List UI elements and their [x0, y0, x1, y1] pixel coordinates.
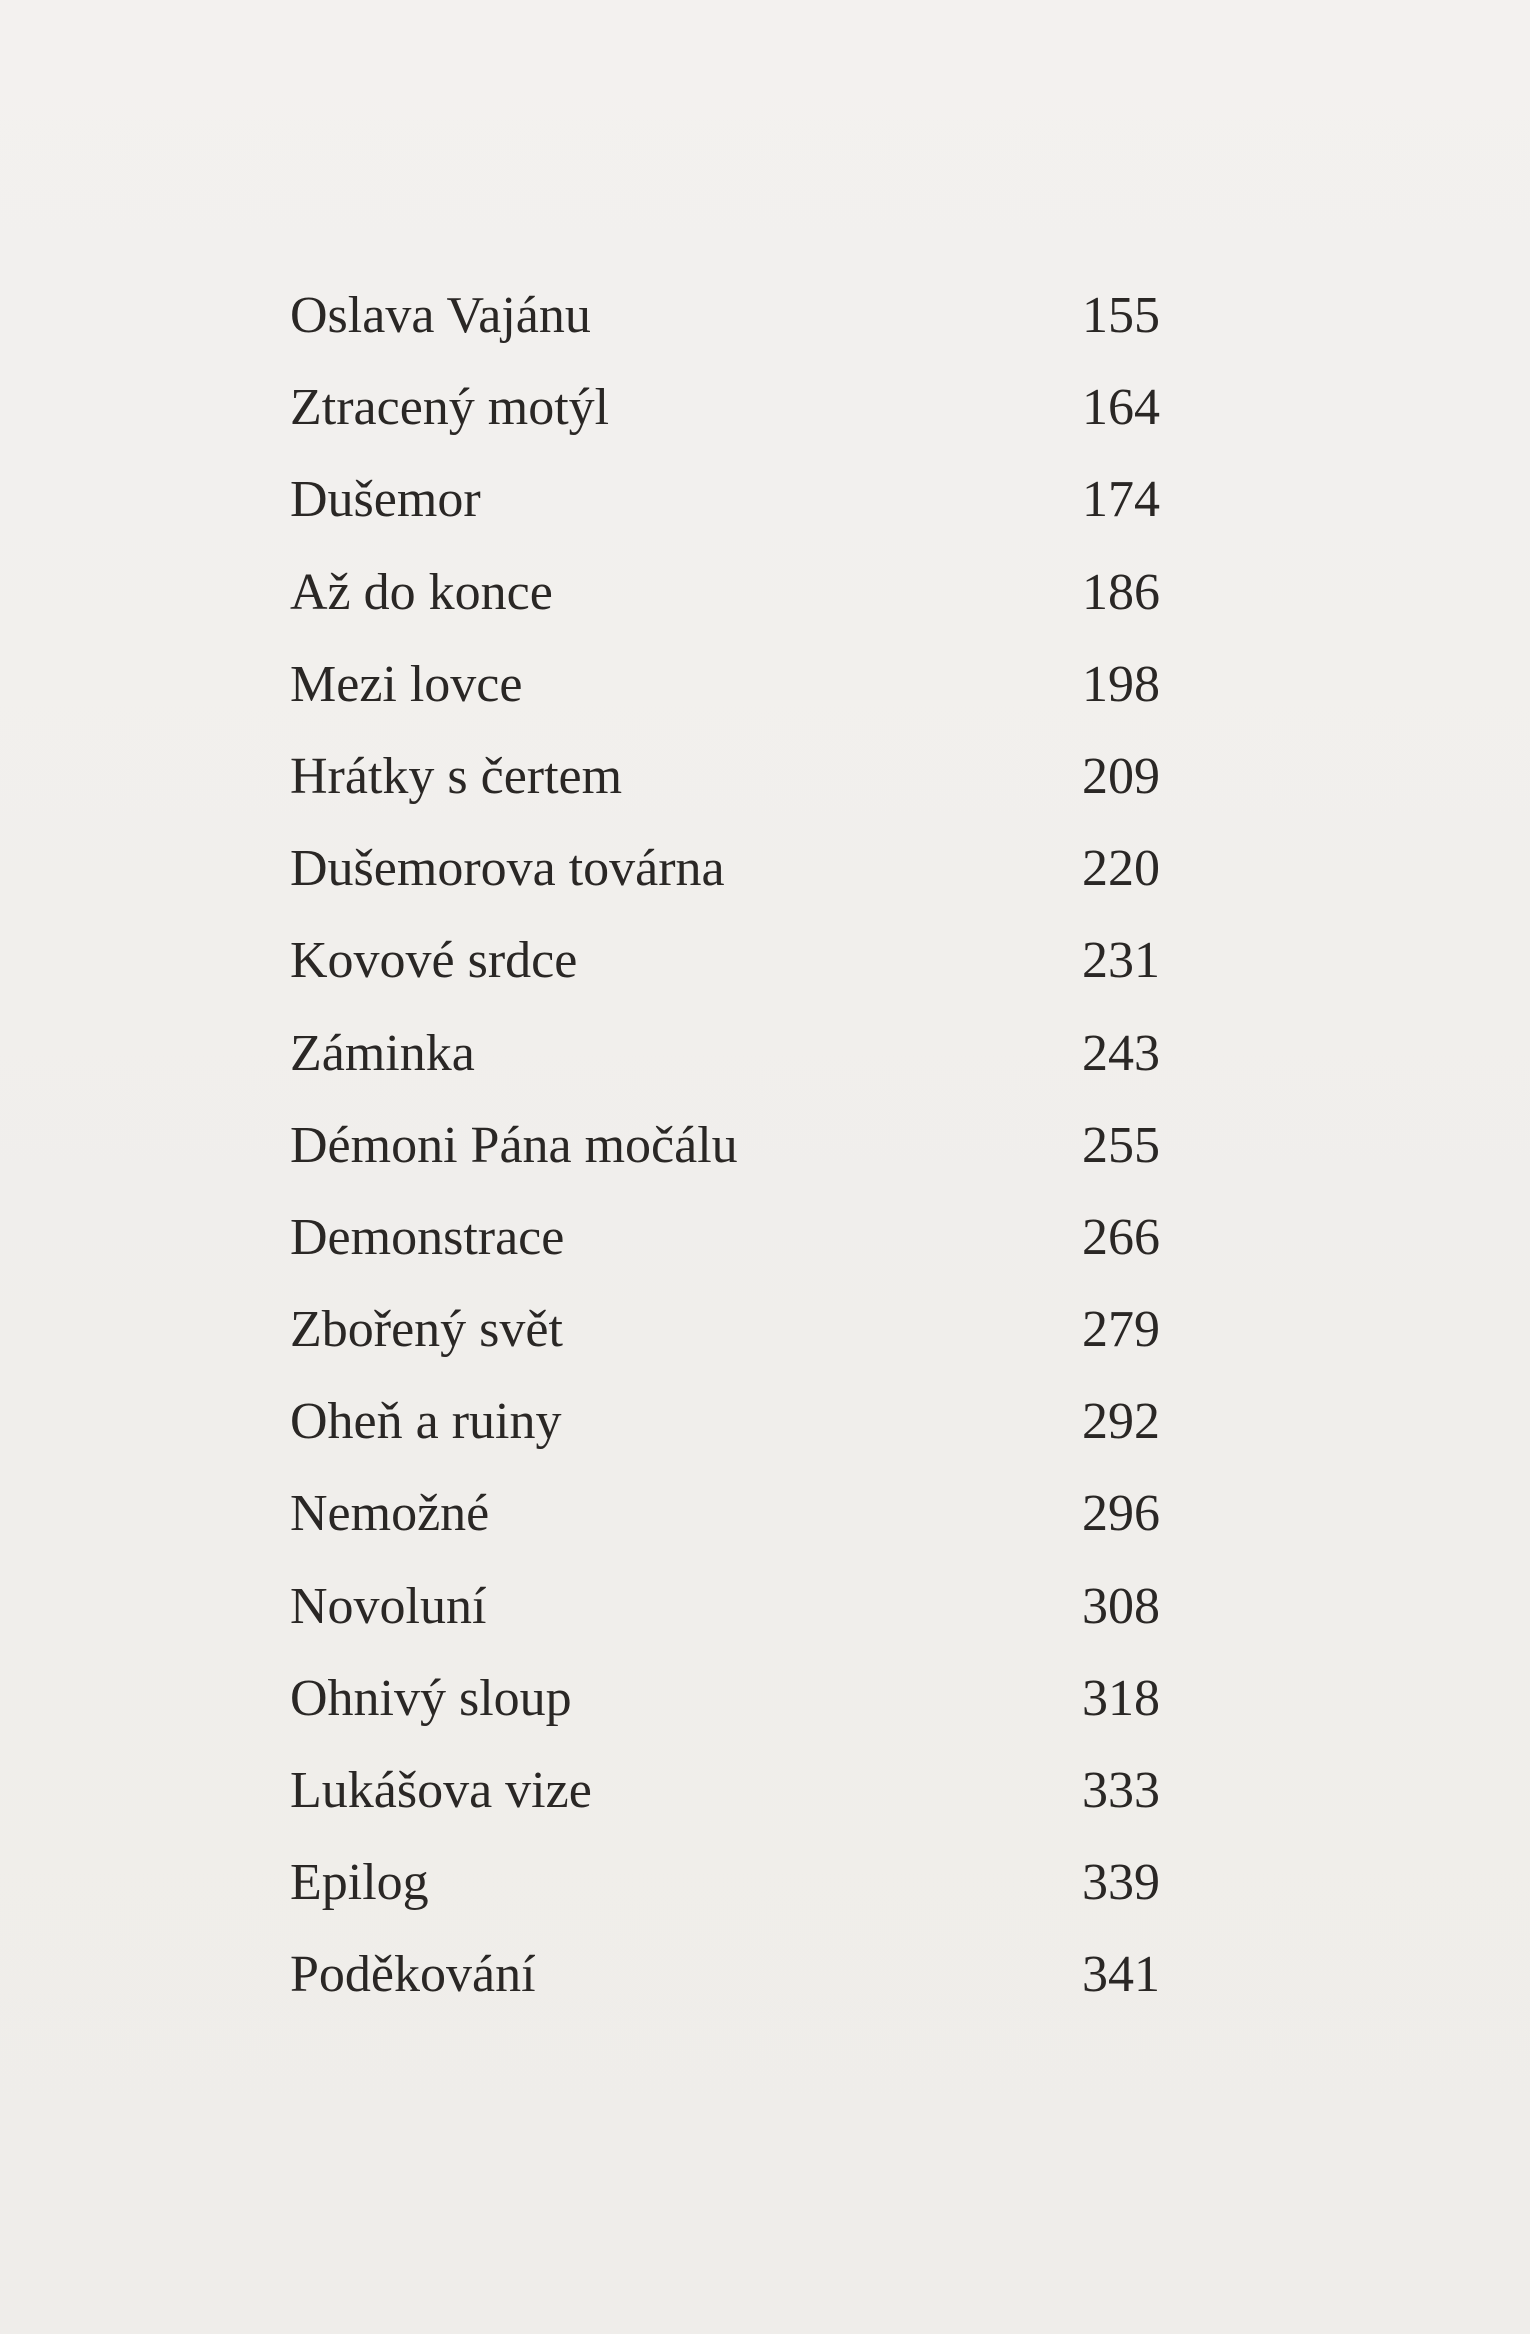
- toc-entry-page: 339: [1082, 1854, 1160, 1912]
- toc-entry: [290, 1561, 1160, 1653]
- toc-entry-page: 174: [1082, 471, 1160, 529]
- toc-entry-title: Zbořený svět: [290, 1301, 563, 1359]
- toc-entry-page: 243: [1082, 1024, 1160, 1082]
- toc-entry-page: 164: [1082, 379, 1160, 437]
- toc-entry: [290, 1008, 1160, 1100]
- toc-entry-page: 198: [1082, 655, 1160, 713]
- toc-entry-page: 255: [1082, 1116, 1160, 1174]
- toc-entry-page: 308: [1082, 1577, 1160, 1635]
- toc-entry: [290, 1929, 1160, 2021]
- toc-entry-page: 296: [1082, 1485, 1160, 1543]
- toc-entry: [290, 1653, 1160, 1745]
- toc-entry-title: Demonstrace: [290, 1208, 565, 1266]
- toc-entry: [290, 731, 1160, 823]
- toc-entry: [290, 639, 1160, 731]
- toc-entry-page: 155: [1082, 287, 1160, 344]
- toc-entry-page: 186: [1082, 563, 1160, 621]
- toc-entry-title: Oslava Vajánu: [290, 287, 591, 344]
- toc-entry: [290, 1192, 1160, 1284]
- toc-entry: [290, 270, 1160, 362]
- toc-entry: [290, 1837, 1160, 1929]
- toc-entry-page: 266: [1082, 1208, 1160, 1266]
- toc-entry-title: Až do konce: [290, 563, 553, 621]
- toc-entry: [290, 1376, 1160, 1468]
- toc-entry-page: 292: [1082, 1393, 1160, 1451]
- toc-entry-title: Novoluní: [290, 1577, 487, 1635]
- toc-entry: [290, 1100, 1160, 1192]
- toc-entry-page: 333: [1082, 1762, 1160, 1819]
- toc-entry: [290, 915, 1160, 1007]
- toc-entry-title: Nemožné: [290, 1485, 490, 1543]
- toc-entry: [290, 823, 1160, 915]
- toc-entry: [290, 1745, 1160, 1837]
- toc-entry: [290, 454, 1160, 546]
- toc-entry-title: Ztracený motýl: [290, 379, 610, 437]
- toc-entry: [290, 547, 1160, 639]
- toc-entry-page: 231: [1082, 932, 1160, 990]
- toc-entry-page: 318: [1082, 1669, 1160, 1727]
- toc-entry: [290, 1284, 1160, 1376]
- toc-entry-title: Epilog: [290, 1854, 429, 1912]
- toc-entry-title: Dušemor: [290, 471, 481, 529]
- toc-entry-title: Záminka: [290, 1024, 475, 1082]
- toc-entry-title: Dušemorova továrna: [290, 840, 725, 898]
- table-of-contents: [290, 270, 1160, 2022]
- toc-entry-title: Démoni Pána močálu: [290, 1116, 738, 1174]
- toc-entry-title: Mezi lovce: [290, 655, 523, 713]
- toc-entry-page: 279: [1082, 1301, 1160, 1359]
- toc-entry-page: 220: [1082, 840, 1160, 898]
- toc-entry-title: Ohnivý sloup: [290, 1669, 572, 1727]
- toc-entry-title: Hrátky s čertem: [290, 747, 623, 805]
- toc-entry-page: 209: [1082, 747, 1160, 805]
- toc-entry-title: Kovové srdce: [290, 932, 578, 990]
- toc-entry: [290, 362, 1160, 454]
- toc-entry-title: Lukášova vize: [290, 1762, 592, 1819]
- toc-entry: [290, 1468, 1160, 1560]
- toc-entry-page: 341: [1082, 1946, 1160, 2004]
- toc-entry-title: Poděkování: [290, 1946, 536, 2004]
- toc-entry-title: Oheň a ruiny: [290, 1393, 562, 1451]
